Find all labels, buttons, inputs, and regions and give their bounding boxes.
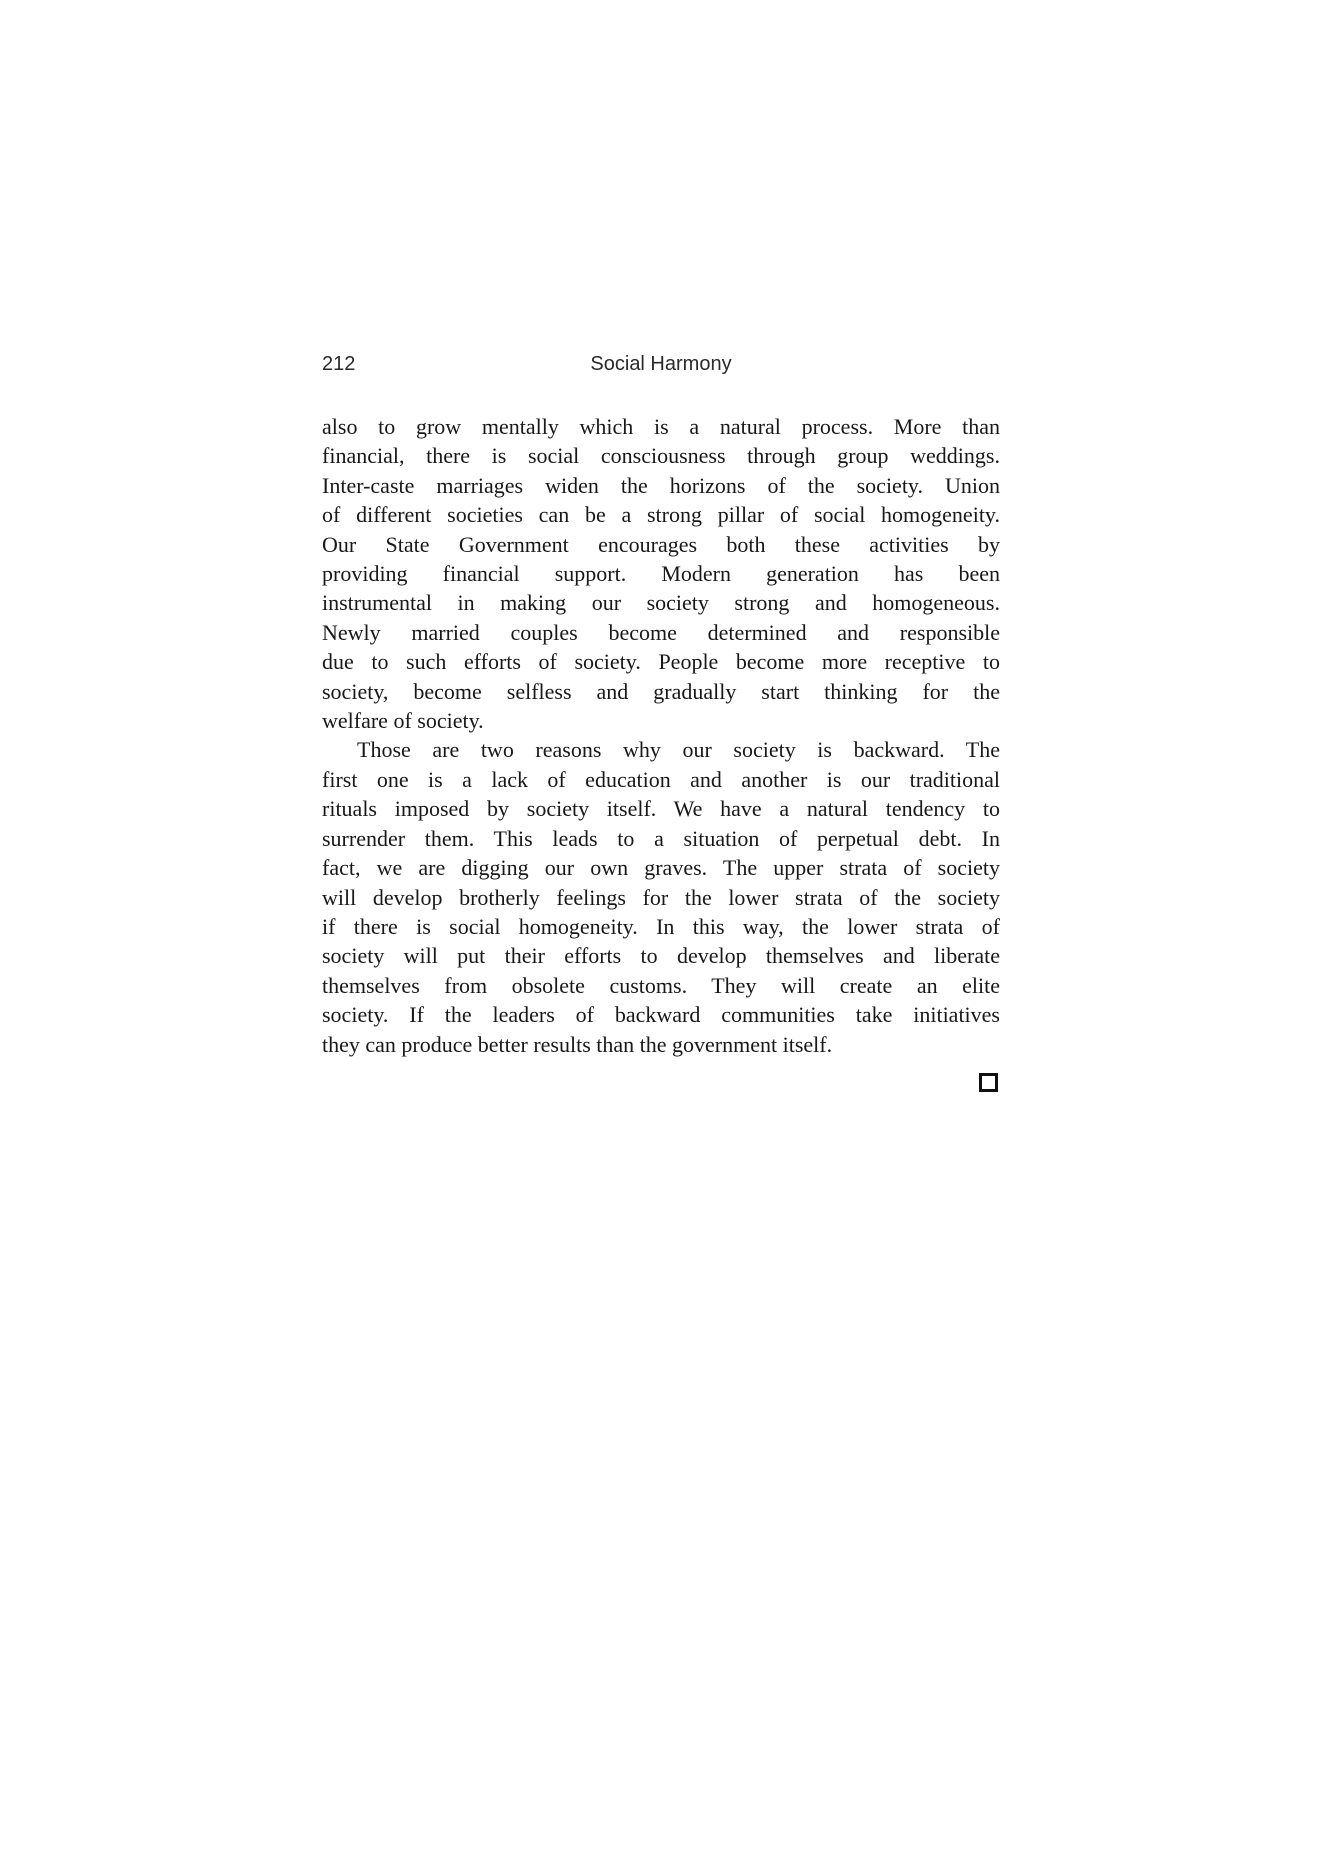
text-line: providing financial support. Modern generation has been: [322, 561, 1000, 587]
text-line: also to grow mentally which is a natural process. More than: [322, 414, 1000, 439]
page-number: 212: [322, 353, 356, 375]
paragraph-1: [322, 412, 1000, 735]
text-line: due to such efforts of society. People become more receptive to: [322, 649, 1000, 675]
text-line: if there is social homogeneity. In this way, the lower strata of: [322, 913, 1000, 939]
running-header: [322, 353, 1000, 375]
text-line: of different societies can be a strong pillar of social homogeneity.: [322, 502, 1000, 528]
body-text: [322, 412, 1000, 1059]
text-line: society. If the leaders of backward communities take initiatives: [322, 1002, 1000, 1028]
text-line: first one is a lack of education and another is our traditional: [322, 766, 1000, 792]
text-line: fact, we are digging our own graves. The upper strata of society: [322, 855, 1000, 881]
text-line: Those are two reasons why our society is backward. The: [357, 737, 1000, 763]
text-line: Newly married couples become determined and responsible: [322, 619, 1000, 645]
text-line: welfare of society.: [322, 708, 484, 734]
running-title: Social Harmony: [590, 353, 732, 375]
text-line: surrender them. This leads to a situation of perpetual debt. In: [322, 825, 1000, 851]
text-line: themselves from obsolete customs. They will create an elite: [322, 972, 1000, 998]
text-line: will develop brotherly feelings for the lower strata of the society: [322, 884, 1000, 910]
paragraph-2: [322, 735, 1000, 1058]
text-line: Our State Government encourages both these activities by: [322, 531, 1000, 557]
text-line: they can produce better results than the government itself.: [322, 1031, 833, 1057]
text-line: instrumental in making our society strong and homogeneous.: [322, 590, 1000, 616]
text-line: Inter-caste marriages widen the horizons of the society. Union: [322, 472, 1000, 498]
text-line: financial, there is social consciousness through group weddings.: [322, 443, 1000, 469]
text-line: society will put their efforts to develop themselves and liberate: [322, 943, 1000, 969]
end-of-section-square-icon: [979, 1073, 998, 1092]
text-line: society, become selfless and gradually start thinking for the: [322, 678, 1000, 704]
text-line: rituals imposed by society itself. We have a natural tendency to: [322, 796, 1000, 822]
